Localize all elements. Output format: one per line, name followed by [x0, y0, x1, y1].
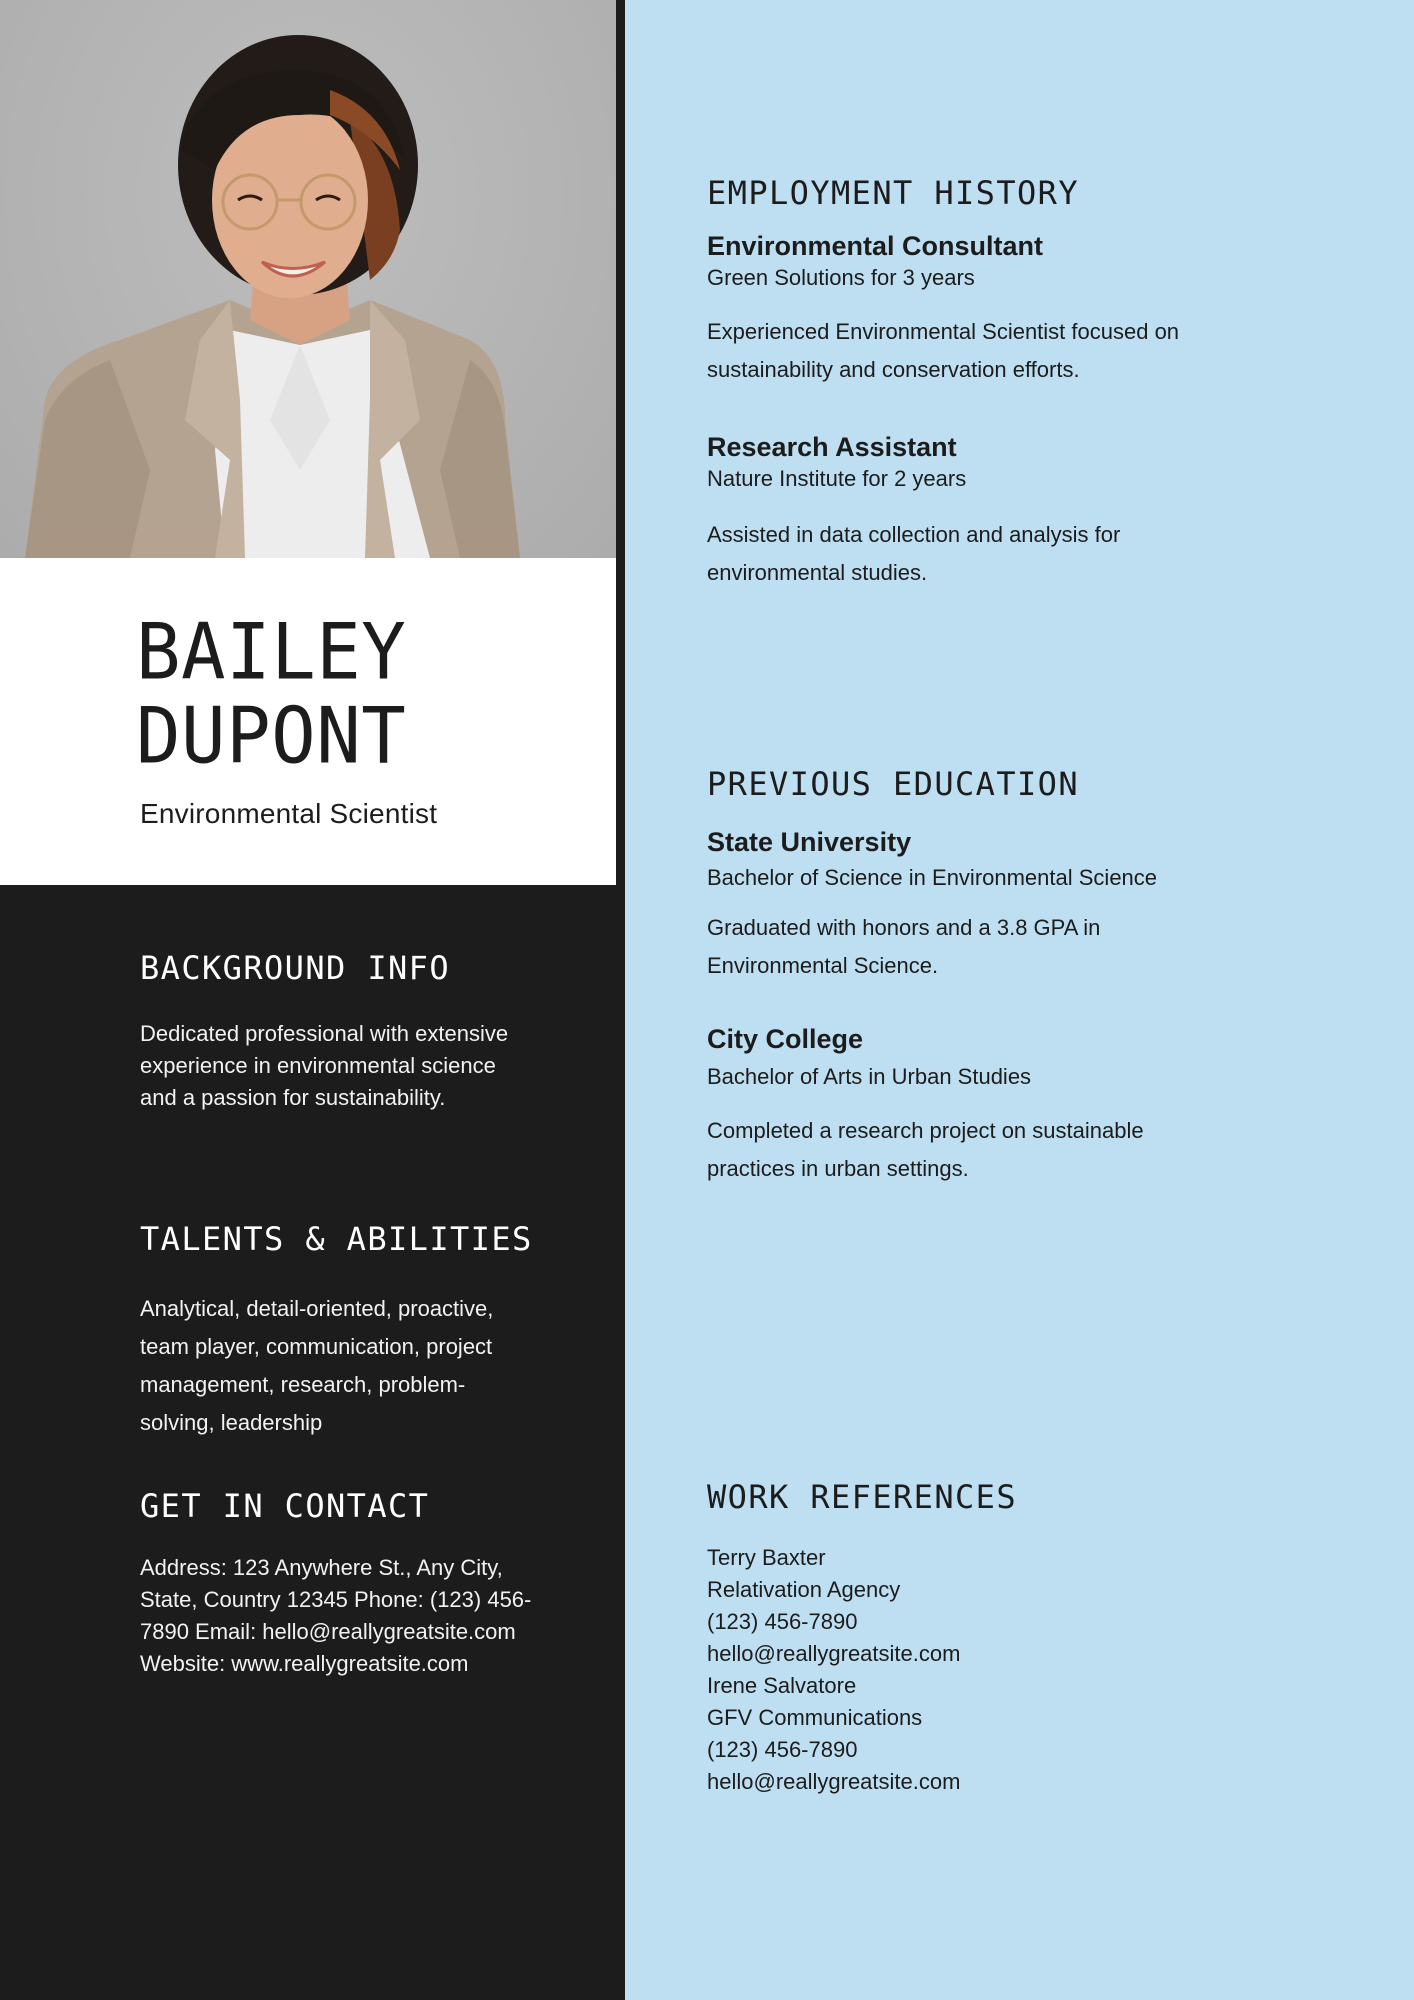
talents-heading: TALENTS & ABILITIES [140, 1220, 533, 1258]
text-line: solving, leadership [140, 1410, 323, 1435]
text-line: and a passion for sustainability. [140, 1085, 446, 1110]
last-name: DUPONT [136, 690, 407, 782]
school-name: City College [707, 1024, 864, 1054]
first-name: BAILEY [136, 606, 407, 698]
website-line[interactable]: Website: www.reallygreatsite.com [140, 1651, 469, 1676]
reference-phone: (123) 456-7890 [707, 1609, 858, 1634]
full-name [136, 606, 407, 782]
job-entry-company: Green Solutions for 3 years [707, 265, 975, 290]
portrait-illustration [0, 0, 616, 558]
degree: Bachelor of Science in Environmental Science [707, 865, 1158, 890]
job-entry-company: Nature Institute for 2 years [707, 466, 967, 491]
education-description [707, 1112, 1347, 1188]
reference-phone: (123) 456-7890 [707, 1737, 858, 1762]
contact-heading: GET IN CONTACT [140, 1487, 430, 1525]
address-line: Address: 123 Anywhere St., Any City, [140, 1555, 503, 1580]
reference-name: Terry Baxter [707, 1545, 826, 1570]
email-line[interactable]: 7890 Email: hello@reallygreatsite.com [140, 1619, 516, 1644]
contact-text [140, 1552, 580, 1680]
job-entry [707, 229, 1347, 389]
reference-company: Relativation Agency [707, 1577, 901, 1602]
reference-email[interactable]: hello@reallygreatsite.com [707, 1641, 961, 1666]
name-card [0, 558, 616, 885]
text-line: sustainability and conservation efforts. [707, 357, 1080, 382]
text-line: experience in environmental science [140, 1053, 496, 1078]
text-line: Environmental Science. [707, 953, 939, 978]
reference-name: Irene Salvatore [707, 1673, 857, 1698]
text-line: Experienced Environmental Scientist focused on [707, 319, 1180, 344]
education-entry [707, 1022, 1347, 1188]
school-name: State University [707, 827, 912, 857]
text-line: Graduated with honors and a 3.8 GPA in [707, 915, 1101, 940]
job-entry [707, 430, 1347, 592]
text-line: Assisted in data collection and analysis for [707, 522, 1121, 547]
references-heading: WORK REFERENCES [707, 1478, 1017, 1516]
text-line: management, research, problem- [140, 1372, 466, 1397]
job-title: Environmental Scientist [140, 798, 438, 829]
degree: Bachelor of Arts in Urban Studies [707, 1064, 1032, 1089]
education-description [707, 909, 1347, 985]
text-line: practices in urban settings. [707, 1156, 969, 1181]
job-entry-description [707, 313, 1347, 389]
background-info-heading: BACKGROUND INFO [140, 949, 450, 987]
job-entry-description [707, 516, 1347, 592]
text-line: environmental studies. [707, 560, 928, 585]
education-heading: PREVIOUS EDUCATION [707, 765, 1079, 803]
references-list [707, 1542, 1347, 1798]
text-line: team player, communication, project [140, 1334, 493, 1359]
employment-heading: EMPLOYMENT HISTORY [707, 174, 1079, 212]
job-entry-title: Research Assistant [707, 432, 957, 462]
reference-email[interactable]: hello@reallygreatsite.com [707, 1769, 961, 1794]
education-entry [707, 825, 1347, 985]
text-line: Analytical, detail-oriented, proactive, [140, 1296, 494, 1321]
background-info-text [140, 1018, 580, 1114]
text-line: Dedicated professional with extensive [140, 1021, 509, 1046]
text-line: Completed a research project on sustainable [707, 1118, 1144, 1143]
address-phone-line: State, Country 12345 Phone: (123) 456- [140, 1587, 532, 1612]
job-entry-title: Environmental Consultant [707, 231, 1044, 261]
talents-text [140, 1290, 580, 1442]
profile-photo [0, 0, 616, 558]
reference-company: GFV Communications [707, 1705, 923, 1730]
